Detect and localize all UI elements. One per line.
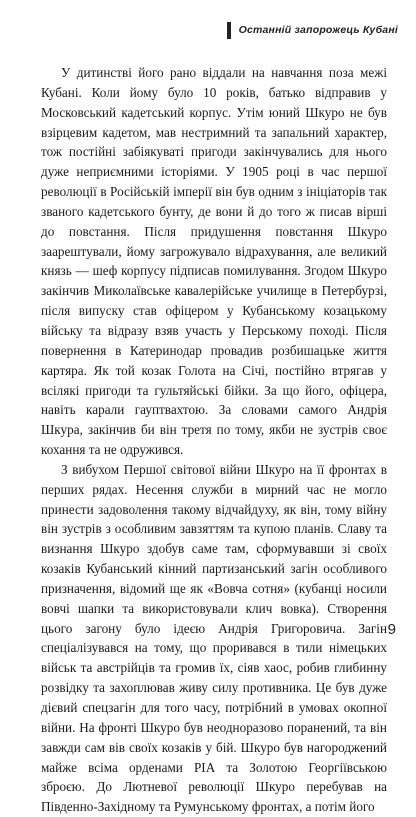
running-head-title: Останній запорожець Кубані (238, 24, 398, 36)
body-text (41, 63, 387, 817)
running-head (227, 22, 398, 39)
paragraph-2: З вибухом Першої світової війни Шкуро на її фронтах в перших рядах. Несення служби в мирний час не могло принести задоволення такому відчайдуху, як він, тому війну він зустрів з особливим завзяттям та купою планів. Славу та визнання Шкуро здобув саме там, сформувавши зі своїх козаків Кубанський кінний партизанський загін особливого призначення, відомий ще як «Вовча сотня» (кубанці носили вовчі шапки та використовували клич вовка). Створення цього загону було ідеєю Андрія Григоровича. Загін спеціалізувався на тому, що проривався в тили німецьких військ та австрійців та громив їх, сіяв хаос, робив глибинну розвідку та захоплював живу силу противника. Це був дуже дієвий спецзагін для того часу, потрібний в умовах окопної війни. На фронті Шкуро був неодноразово поранений, та він завжди сам вів своїх козаків у бій. Шкуро був нагороджений майже всіма орденами РІА та Золотою Георгіївською зброєю. До Лютневої революції Шкуро перебував на Південно-Західному та Румунському фронтах, а потім його (41, 461, 387, 815)
paragraph-1: У дитинстві його рано віддали на навчання поза межі Кубані. Коли йому було 10 років, батько відправив у Московський кадетський корпус. Утім юний Шкуро не був взірцевим кадетом, мав нестримний та запальний характер, тож постійні забіякуваті пригоди закінчувались для нього дуже неприємними історіями. У 1905 році в час першої революції в Російській імперії він був одним з ініціаторів так званого кадетського бунту, де вони й до того ж писав вірші до повстання. Після придушення повстання Шкуро заарештували, йому загрожувало відрахування, але великий князь — шеф корпусу підписав помилування. Згодом Шкуро закінчив Миколаївське кавалерійське училище в Петербурзі, після випуску став офіцером у Кубанському козацькому війську та відразу взяв участь у Перському поході. Після повернення в Катеринодар провадив розбишацьке життя картяра. Як той козак Голота на Січі, постійно втрягав у всілякі пригоди та гультяйські бійки. За що його, офіцера, навіть карали гауптвахтою. За словами самого Андрія Шкура, закінчив би він третя по тому, якби не зустрів своє кохання та не одружився. (41, 65, 387, 458)
page-number: 9 (387, 621, 396, 638)
running-head-bar (227, 22, 231, 39)
